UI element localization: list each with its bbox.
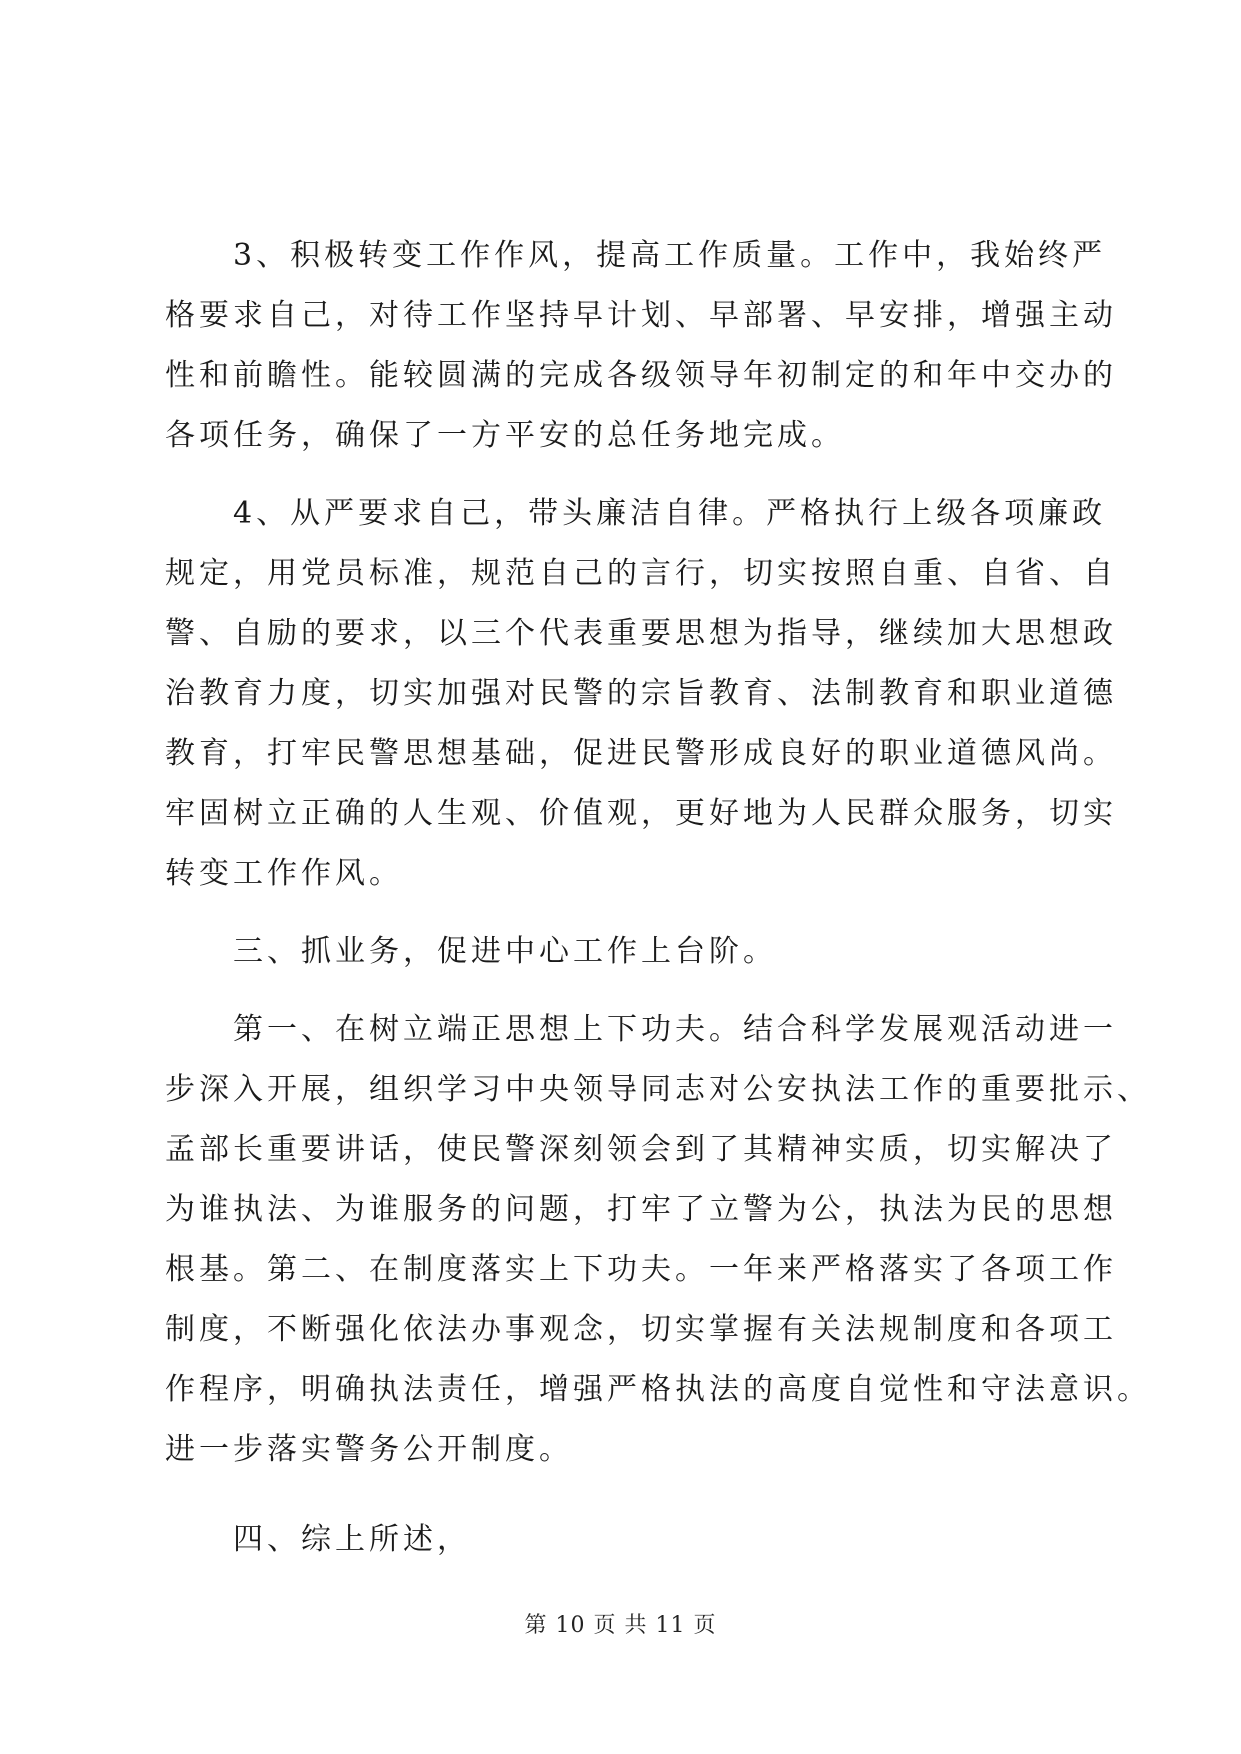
text-line: 3、积极转变工作作风，提高工作质量。工作中，我始终严 xyxy=(165,238,1107,273)
text-line: 警、自励的要求，以三个代表重要思想为指导，继续加大思想政 xyxy=(165,616,1117,651)
text-line: 根基。第二、在制度落实上下功夫。一年来严格落实了各项工作 xyxy=(165,1252,1117,1287)
text-line: 规定，用党员标准，规范自己的言行，切实按照自重、自省、自 xyxy=(165,556,1117,591)
text-line: 孟部长重要讲话，使民警深刻领会到了其精神实质，切实解决了 xyxy=(165,1132,1117,1167)
text-line: 转变工作作风。 xyxy=(165,856,403,891)
text-line: 为谁执法、为谁服务的问题，打牢了立警为公，执法为民的思想 xyxy=(165,1192,1117,1227)
page-number-footer: 第 10 页 共 11 页 xyxy=(524,1613,717,1638)
text-line: 格要求自己，对待工作坚持早计划、早部署、早安排，增强主动 xyxy=(165,298,1117,333)
text-line: 制度，不断强化依法办事观念，切实掌握有关法规制度和各项工 xyxy=(165,1312,1117,1347)
text-line: 第一、在树立端正思想上下功夫。结合科学发展观活动进一 xyxy=(165,1012,1117,1047)
text-line: 教育，打牢民警思想基础，促进民警形成良好的职业道德风尚。 xyxy=(165,736,1117,771)
text-line: 性和前瞻性。能较圆满的完成各级领导年初制定的和年中交办的 xyxy=(165,358,1117,393)
text-line: 治教育力度，切实加强对民警的宗旨教育、法制教育和职业道德 xyxy=(165,676,1117,711)
text-line: 作程序，明确执法责任，增强严格执法的高度自觉性和守法意识。 xyxy=(165,1372,1151,1407)
text-line: 牢固树立正确的人生观、价值观，更好地为人民群众服务，切实 xyxy=(165,796,1117,831)
text-line: 步深入开展，组织学习中央领导同志对公安执法工作的重要批示、 xyxy=(165,1072,1151,1107)
section-heading xyxy=(165,922,1085,982)
text-line: 各项任务，确保了一方平安的总任务地完成。 xyxy=(165,418,845,453)
text-line: 进一步落实警务公开制度。 xyxy=(165,1432,573,1467)
text-line: 4、从严要求自己，带头廉洁自律。严格执行上级各项廉政 xyxy=(165,496,1107,531)
text-line: 三、抓业务，促进中心工作上台阶。 xyxy=(165,934,777,969)
document-body xyxy=(165,226,1151,1570)
paragraph xyxy=(165,1000,1151,1480)
text-line: 四、综上所述， xyxy=(165,1522,471,1557)
paragraph xyxy=(165,484,1117,904)
paragraph xyxy=(165,226,1117,466)
section-heading xyxy=(165,1510,1085,1570)
